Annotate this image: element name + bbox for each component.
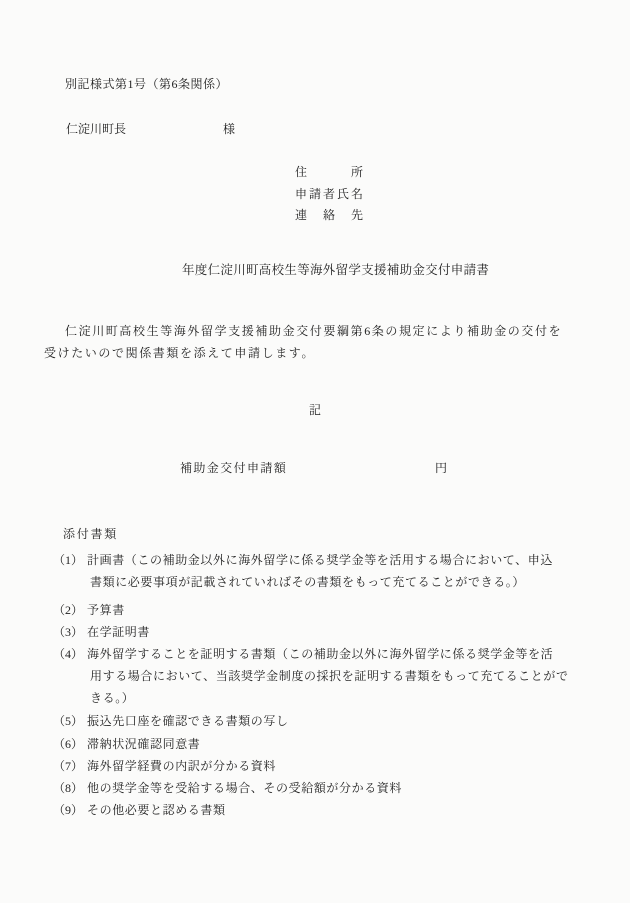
item-number: （7） [53, 759, 84, 773]
attachments-heading: 添付書類 [63, 527, 119, 541]
item-text: 他の奨学金等を受給する場合、その受給額が分かる資料 [87, 781, 403, 795]
attachment-item-7 [53, 759, 276, 773]
body-paragraph-line-2: 受けたいので関係書類を添えて申請します。 [44, 346, 316, 360]
item-text: その他必要と認める書類 [87, 803, 226, 817]
item-number: （4） [53, 647, 84, 661]
attachment-item-2 [53, 603, 125, 617]
ki-marker: 記 [308, 403, 321, 417]
item-text: 海外留学することを証明する書類（この補助金以外に海外留学に係る奨学金等を活 [87, 647, 554, 661]
item-number: （2） [53, 603, 84, 617]
document-title: 年度仁淀川町高校生等海外留学支援補助金交付申請書 [182, 263, 490, 277]
item-text: 予算書 [87, 603, 125, 617]
item-text: 計画書（この補助金以外に海外留学に係る奨学金等を活用する場合において、申込 [87, 553, 553, 567]
applicant-address-label: 住所 [295, 165, 363, 179]
body-paragraph-line-1: 仁淀川町高校生等海外留学支援補助金交付要綱第6条の規定により補助金の交付を [65, 324, 563, 338]
attachment-item-4-cont: 用する場合において、当該奨学金制度の採択を証明する書類をもって充てることがで [90, 669, 569, 683]
applicant-contact-label: 連絡先 [295, 208, 363, 222]
addressee-honorific: 様 [223, 122, 236, 136]
attachment-item-3 [53, 625, 150, 639]
attachment-item-8 [53, 781, 402, 795]
form-number: 別記様式第1号（第6条関係） [65, 77, 229, 91]
item-number: （3） [53, 625, 84, 639]
item-number: （6） [53, 737, 84, 751]
attachment-item-5 [53, 714, 289, 728]
addressee-name: 仁淀川町長 [66, 122, 127, 136]
item-text: 在学証明書 [87, 625, 151, 639]
attachment-item-9 [53, 803, 226, 817]
attachment-item-1 [53, 553, 553, 567]
amount-label: 補助金交付申請額 [180, 461, 288, 475]
attachment-item-1-cont: 書類に必要事項が記載されていればその書類をもって充てることができる。） [90, 575, 526, 589]
item-number: （5） [53, 714, 84, 728]
item-text: 振込先口座を確認できる書類の写し [87, 714, 289, 728]
amount-unit: 円 [435, 461, 448, 475]
attachment-item-4 [53, 647, 553, 661]
addressee-line [66, 122, 236, 136]
item-number: （8） [53, 781, 84, 795]
attachment-item-4-cont: きる。） [90, 691, 135, 705]
applicant-name-label: 申請者氏名 [295, 187, 363, 201]
item-text: 海外留学経費の内訳が分かる資料 [87, 759, 277, 773]
item-number: （9） [53, 803, 84, 817]
attachment-item-6 [53, 737, 200, 751]
item-number: （1） [53, 553, 84, 567]
item-text: 滞納状況確認同意書 [87, 737, 201, 751]
